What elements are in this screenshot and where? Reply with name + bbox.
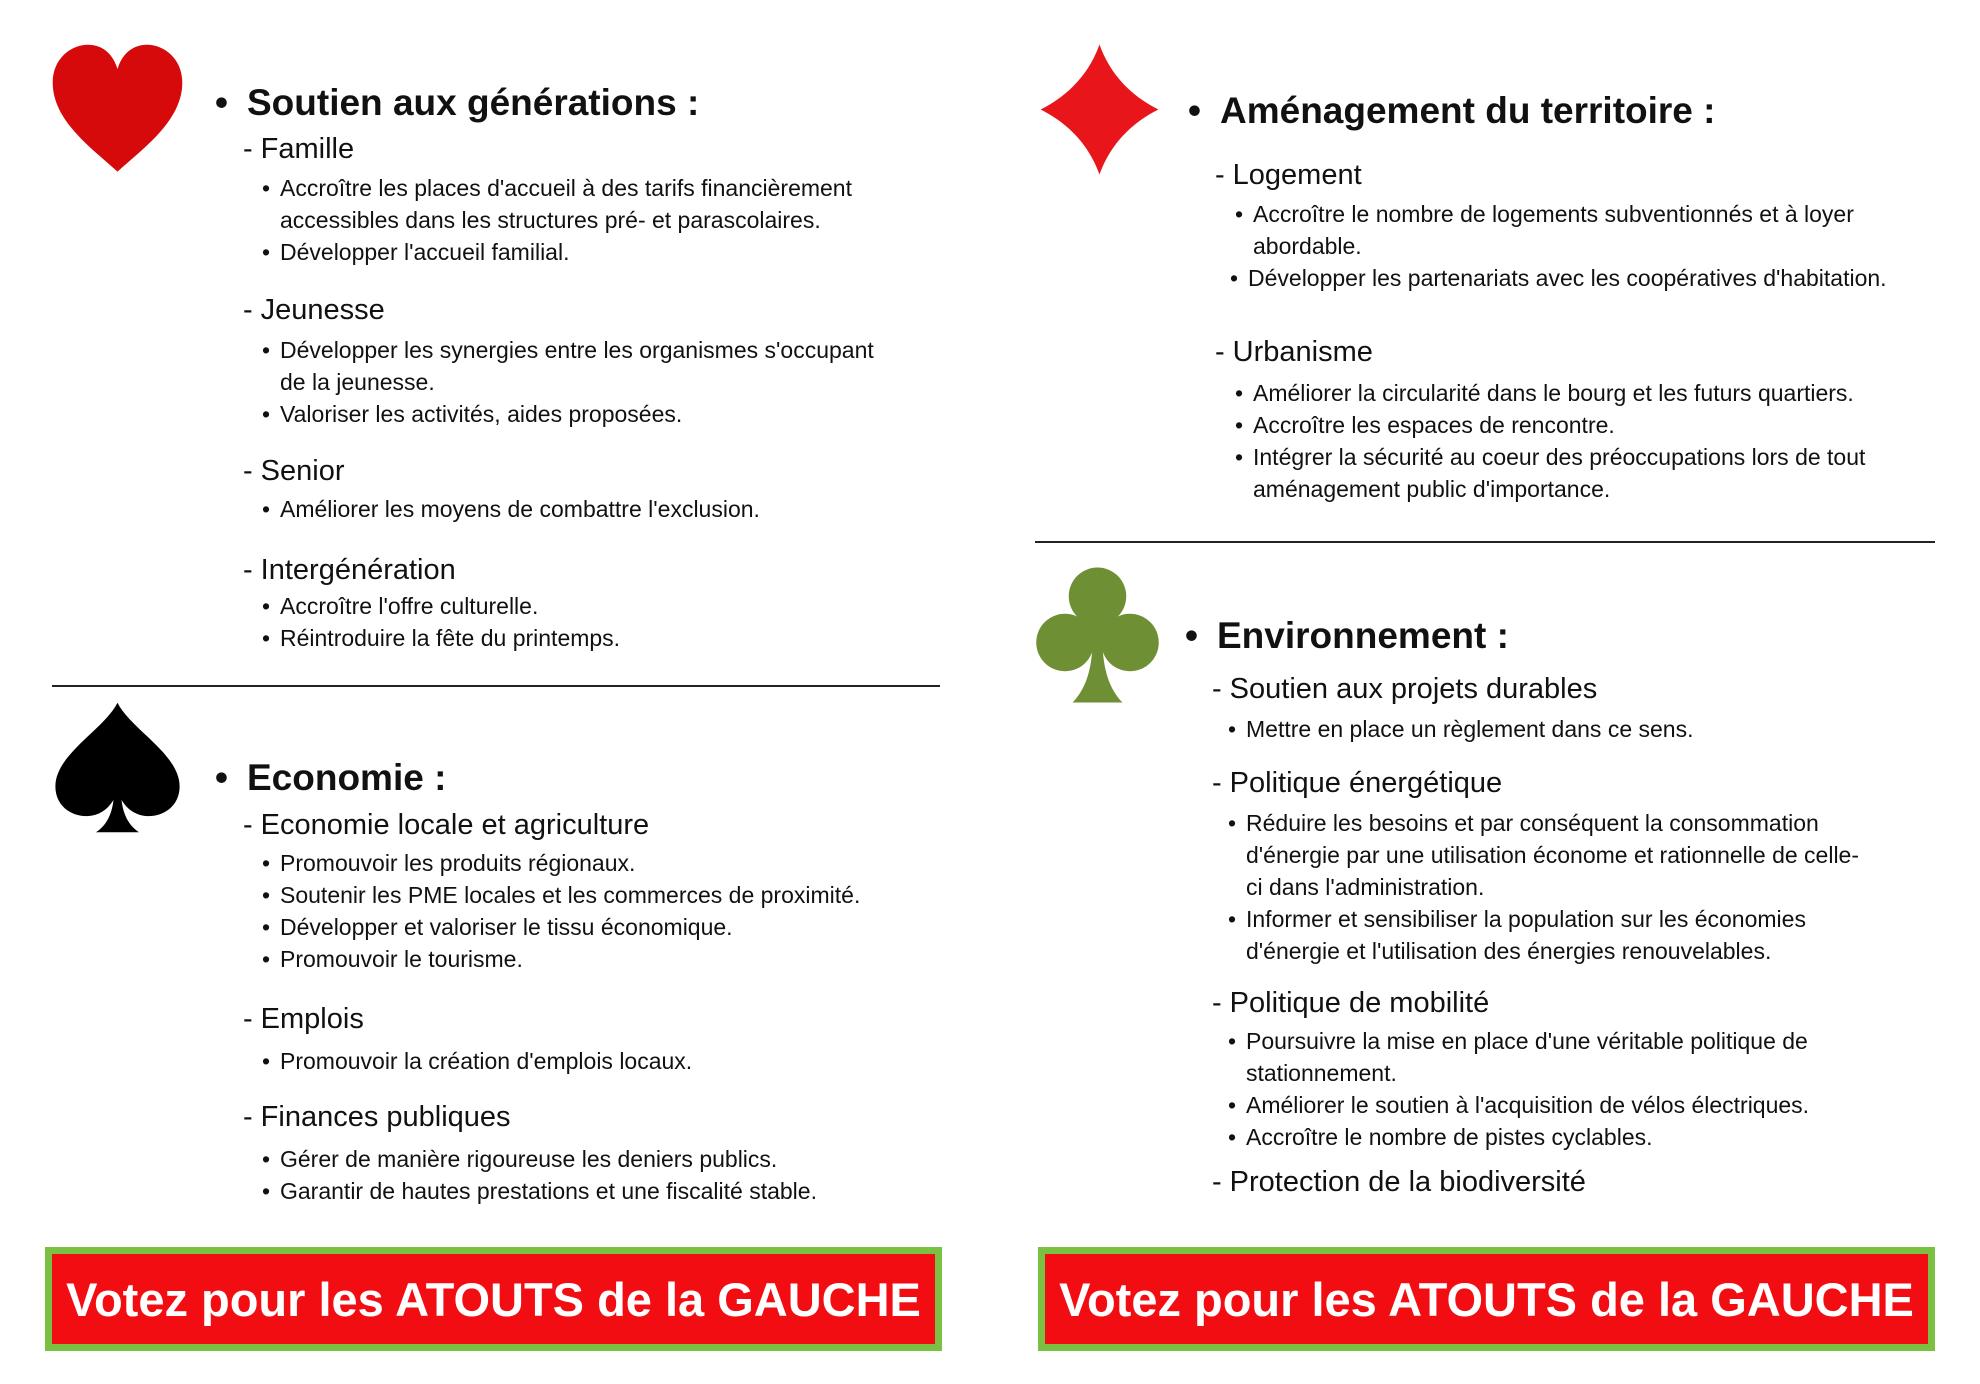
sub-projets-durables: - Soutien aux projets durables [1212,673,1598,705]
right-column [990,0,1980,1384]
point-mobilite-3: • Accroître le nombre de pistes cyclables. [1228,1121,1868,1153]
sub-politique-mobilite: - Politique de mobilité [1212,987,1490,1019]
vote-banner-right-text: Votez pour les ATOUTS de la GAUCHE [1045,1254,1928,1344]
right-divider [1035,541,1935,543]
point-inter-1: • Accroître l'offre culturelle. [262,590,902,622]
point-energie-2: • Informer et sensibiliser la population sur les économies d'énergie et l'utilisation des énergies renouvelables. [1228,903,1868,967]
point-jeunesse-2: • Valoriser les activités, aides proposées. [262,398,902,430]
vote-banner-right [1038,1247,1935,1351]
club-icon [1035,565,1160,705]
vote-banner-left [45,1247,942,1351]
vote-banner-left-text: Votez pour les ATOUTS de la GAUCHE [52,1254,935,1344]
point-famille-2: • Développer l'accueil familial. [262,236,902,268]
point-urbanisme-3: • Intégrer la sécurité au coeur des préoccupations lors de tout aménagement public d'importance. [1235,441,1935,505]
left-divider [52,685,940,687]
point-emplois-1: • Promouvoir la création d'emplois locaux. [262,1045,902,1077]
point-mobilite-1: • Poursuivre la mise en place d'une véritable politique de stationnement. [1228,1025,1868,1089]
sub-economie-locale: - Economie locale et agriculture [243,809,650,841]
point-energie-1: • Réduire les besoins et par conséquent la consommation d'énergie par une utilisation économe et rationnelle de celle-ci dans l'administration. [1228,807,1868,903]
point-logement-2: • Développer les partenariats avec les coopératives d'habitation. [1230,262,1950,294]
point-logement-1: • Accroître le nombre de logements subventionnés et à loyer abordable. [1235,198,1935,262]
economie-title: • Economie : [215,757,447,798]
point-locale-4: • Promouvoir le tourisme. [262,943,902,975]
environnement-title: • Environnement : [1185,615,1509,656]
point-mobilite-2: • Améliorer le soutien à l'acquisition de vélos électriques. [1228,1089,1868,1121]
sub-intergeneration: - Intergénération [243,554,456,586]
point-durables-1: • Mettre en place un règlement dans ce sens. [1228,713,1928,745]
generations-title: • Soutien aux générations : [215,82,700,123]
point-inter-2: • Réintroduire la fête du printemps. [262,622,902,654]
sub-famille: - Famille [243,133,355,165]
point-locale-2: • Soutenir les PME locales et les commerces de proximité. [262,879,902,911]
point-urbanisme-2: • Accroître les espaces de rencontre. [1235,409,1935,441]
diamond-icon [1037,42,1162,177]
sub-politique-energetique: - Politique énergétique [1212,767,1503,799]
point-finances-1: • Gérer de manière rigoureuse les deniers publics. [262,1143,902,1175]
point-urbanisme-1: • Améliorer la circularité dans le bourg et les futurs quartiers. [1235,377,1935,409]
spade-icon [50,700,185,835]
territoire-title: • Aménagement du territoire : [1188,90,1716,131]
point-locale-3: • Développer et valoriser le tissu économique. [262,911,902,943]
sub-logement: - Logement [1215,159,1362,191]
sub-jeunesse: - Jeunesse [243,294,385,326]
point-jeunesse-1: • Développer les synergies entre les organismes s'occupant de la jeunesse. [262,334,902,398]
heart-icon [50,42,185,177]
sub-urbanisme: - Urbanisme [1215,336,1373,368]
point-famille-1: • Accroître les places d'accueil à des tarifs financièrement accessibles dans les structures pré- et parascolaires. [262,172,902,236]
sub-emplois: - Emplois [243,1003,364,1035]
sub-biodiversite: - Protection de la biodiversité [1212,1166,1586,1198]
sub-finances: - Finances publiques [243,1101,511,1133]
sub-senior: - Senior [243,455,345,487]
point-finances-2: • Garantir de hautes prestations et une fiscalité stable. [262,1175,902,1207]
point-locale-1: • Promouvoir les produits régionaux. [262,847,902,879]
point-senior-1: • Améliorer les moyens de combattre l'exclusion. [262,493,902,525]
